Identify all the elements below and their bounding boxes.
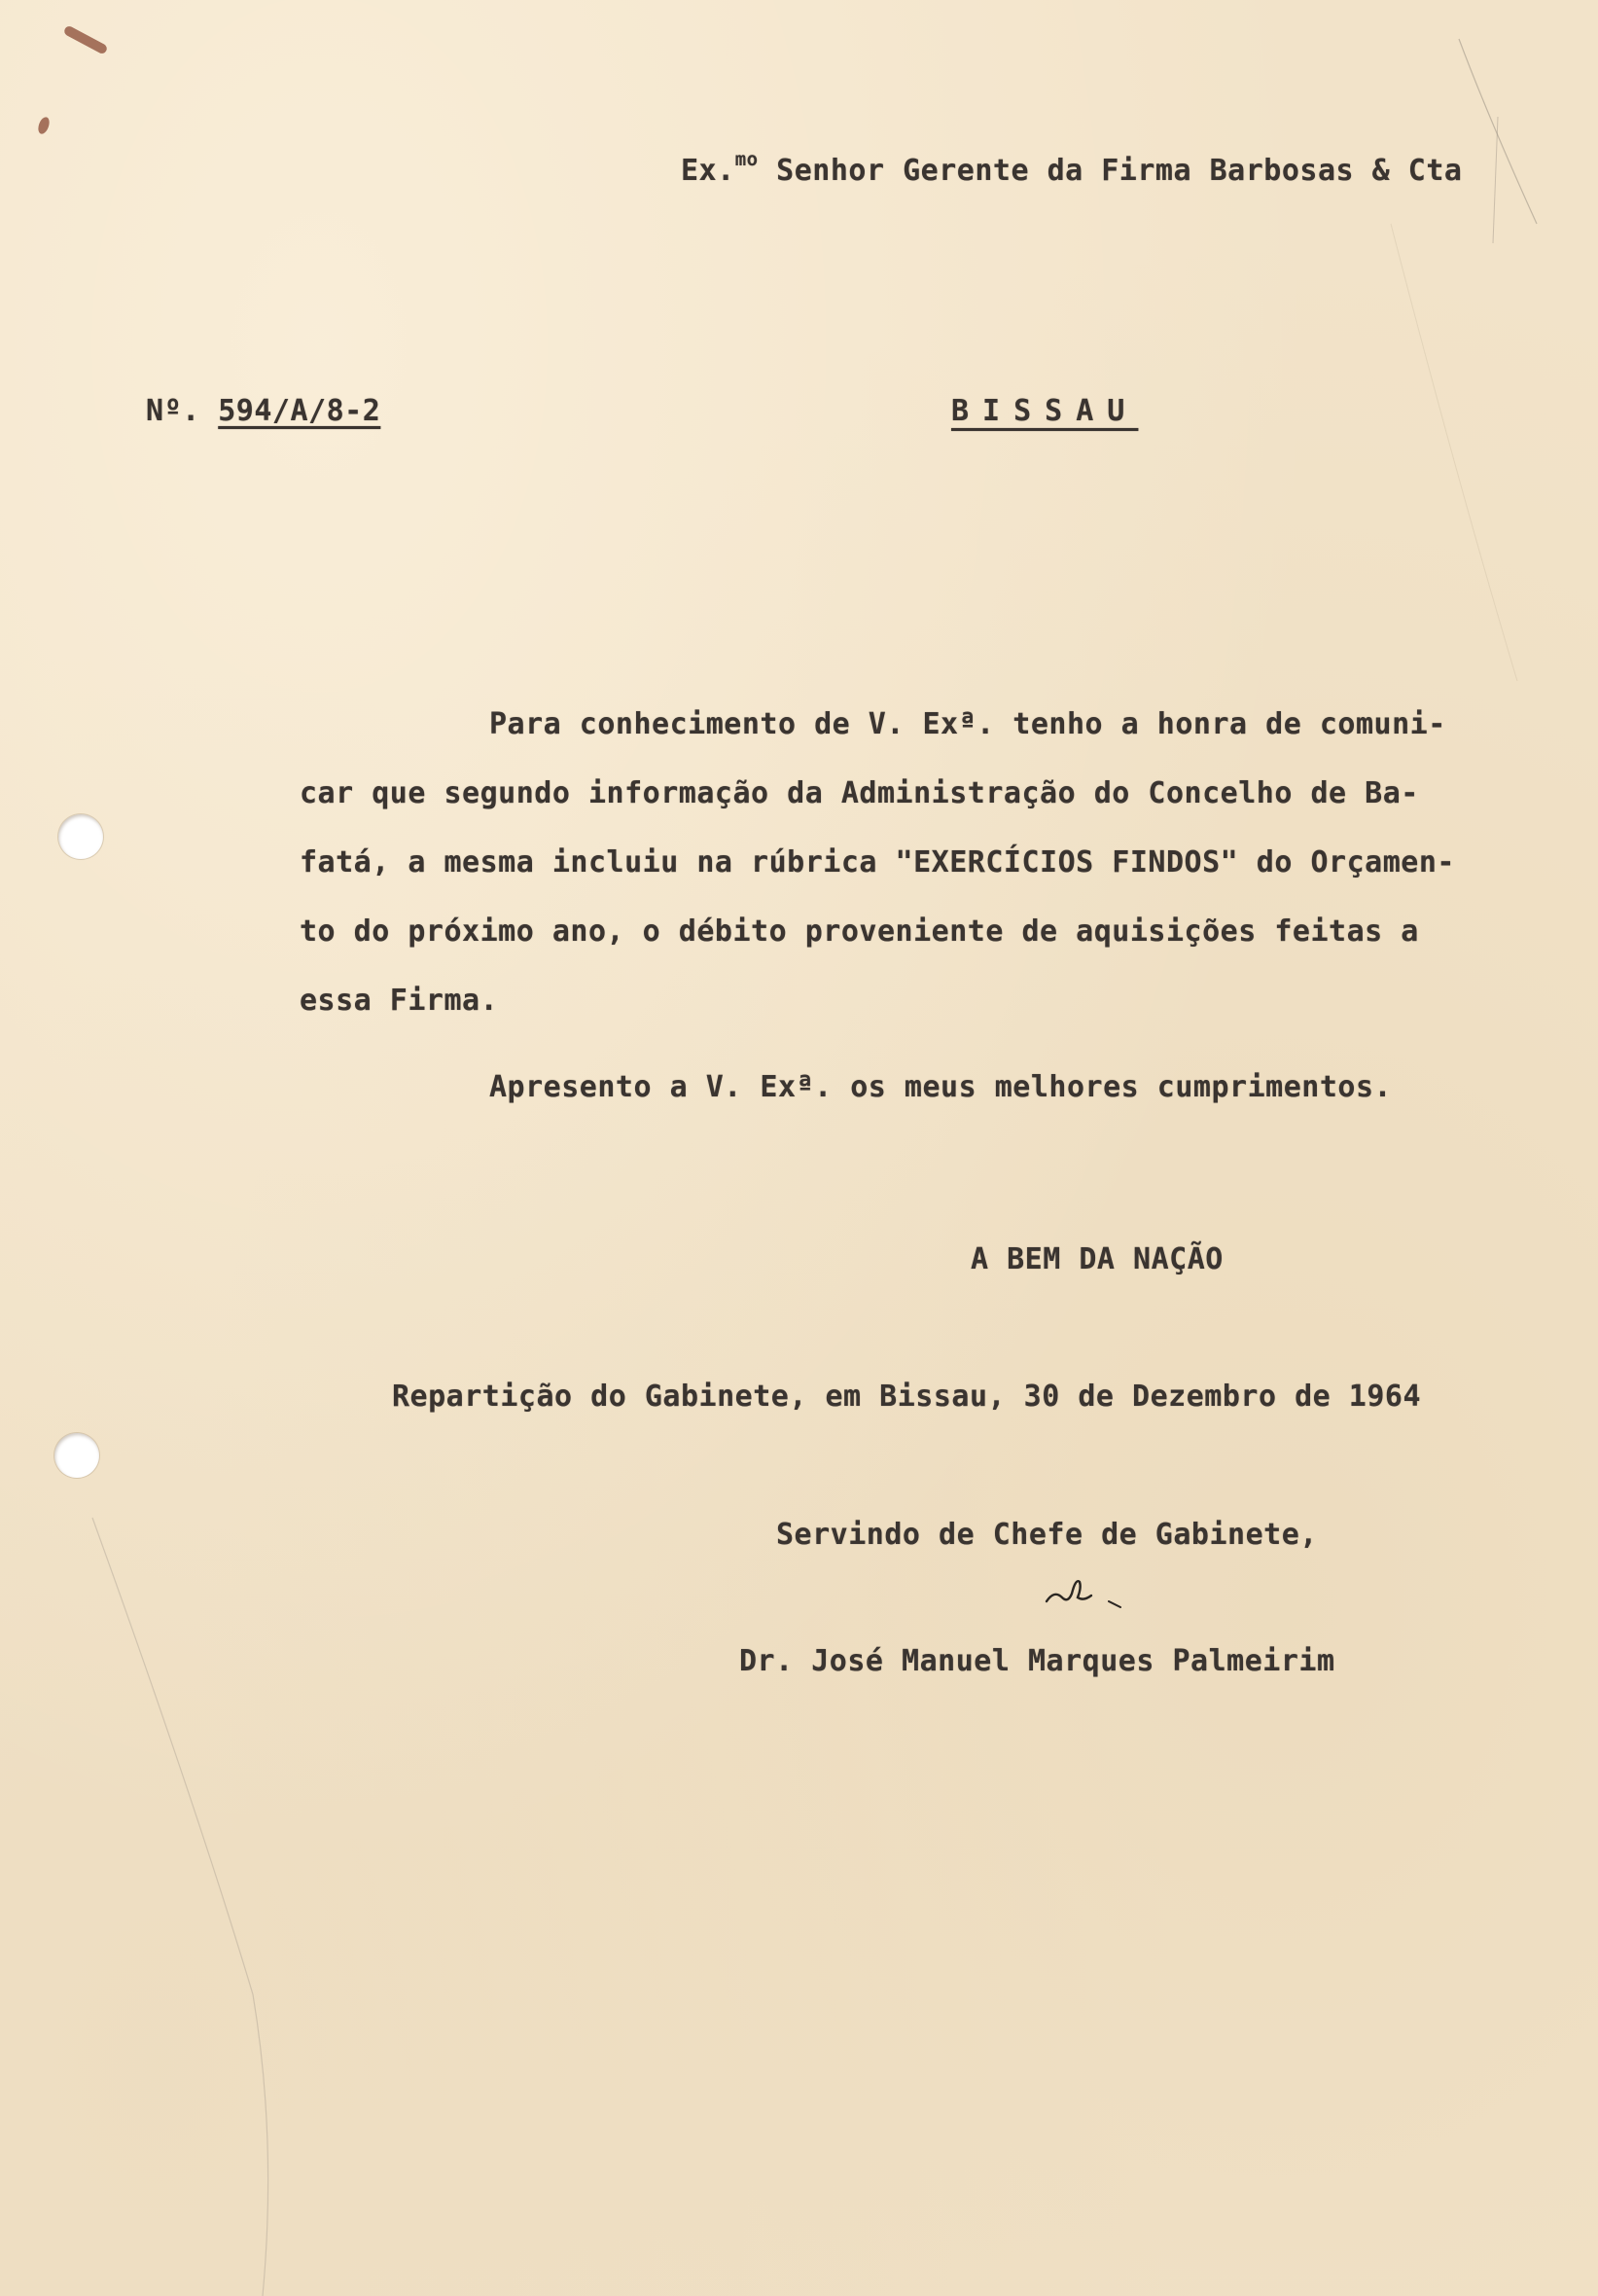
- closing-line: Apresento a V. Exª. os meus melhores cumprimentos.: [489, 1070, 1393, 1104]
- addressee-prefix: Ex.: [681, 154, 735, 188]
- signatory-role: Servindo de Chefe de Gabinete,: [776, 1518, 1318, 1552]
- handwritten-signature: [1041, 1568, 1148, 1617]
- rust-stain: [62, 24, 108, 54]
- body-line: fatá, a mesma incluiu na rúbrica "EXERCÍCIOS FINDOS" do Orçamen-: [300, 845, 1455, 879]
- signatory-name: Dr. José Manuel Marques Palmeirim: [739, 1644, 1335, 1678]
- body-line: Para conhecimento de V. Exª. tenho a honra de comuni-: [489, 707, 1446, 741]
- punch-hole: [58, 814, 103, 859]
- body-line: car que segundo informação da Administração do Concelho de Ba-: [300, 776, 1419, 810]
- body-line: essa Firma.: [300, 984, 499, 1018]
- addressee-text: Senhor Gerente da Firma Barbosas & Cta: [758, 154, 1463, 188]
- reference-number: 594/A/8-2: [218, 394, 381, 428]
- city-heading: BISSAU: [951, 394, 1139, 428]
- rust-stain: [36, 116, 52, 135]
- reference-label: Nº.: [146, 394, 200, 428]
- addressee-superscript: mo: [734, 149, 759, 170]
- body-line: to do próximo ano, o débito proveniente de aquisições feitas a: [300, 915, 1419, 949]
- addressee-line: [681, 149, 1463, 188]
- place-date-line: Repartição do Gabinete, em Bissau, 30 de Dezembro de 1964: [392, 1380, 1422, 1414]
- reference-line: [146, 394, 380, 428]
- motto: A BEM DA NAÇÃO: [971, 1242, 1224, 1276]
- punch-hole: [54, 1433, 99, 1478]
